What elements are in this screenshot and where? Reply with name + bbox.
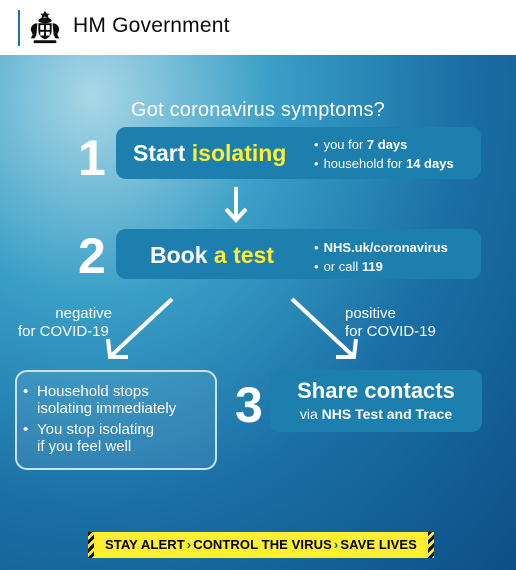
step-2-bullet-2: • or call 119 [314,257,448,276]
stay-alert-banner [88,532,434,558]
royal-coat-of-arms-icon [26,8,64,46]
step-1-bullets [314,135,454,173]
step-2-bullets [314,238,448,276]
step-1-number: 1 [78,130,106,186]
negative-label-2: for COVID-19 [18,323,109,340]
step-3-title: Share contacts [297,378,455,403]
negative-outcome-list [23,383,176,459]
step-1-title: Start isolating [133,140,287,166]
header-divider [18,10,20,46]
site-header [0,0,516,55]
negative-item-2: • You stop isolating if you feel well [23,421,176,455]
banner-text: STAY ALERT › CONTROL THE VIRUS › SAVE LIVES [105,537,417,552]
step-1-bullet-1: • you for 7 days [314,135,454,154]
positive-label-2: for COVID-19 [345,323,436,340]
down-arrow-icon [222,185,250,225]
positive-label-1: positive [345,305,396,322]
negative-label-1: negative [55,305,112,322]
covid-guidance-poster [0,55,516,570]
step-2-bullet-1: • NHS.uk/coronavirus [314,238,448,257]
negative-arrow-icon [100,295,180,363]
brand-name: HM Government [73,14,230,37]
step-2-number: 2 [78,228,106,284]
step-3-subtitle: via NHS Test and Trace [299,406,453,422]
step-1-bullet-2: • household for 14 days [314,154,454,173]
step-2-title: Book a test [150,242,274,268]
poster-question: Got coronavirus symptoms? [131,99,385,121]
step-3-number: 3 [235,377,263,433]
negative-item-1: • Household stops isolating immediately [23,383,176,417]
